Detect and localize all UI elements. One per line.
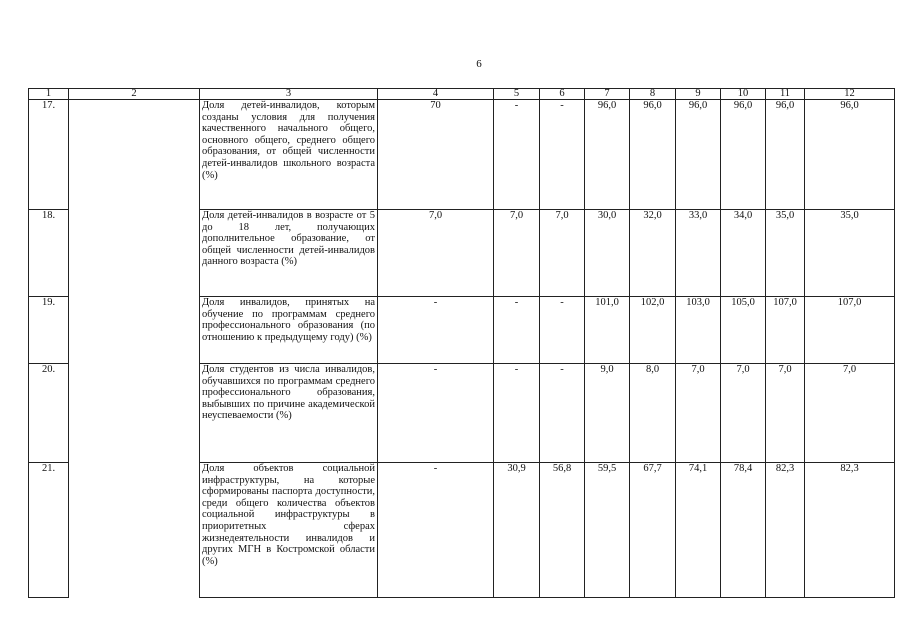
value-cell: 105,0 (721, 297, 766, 364)
value-cell: - (494, 100, 540, 210)
column-header: 1 (29, 89, 69, 100)
value-cell: 56,8 (540, 463, 585, 598)
column-number-row (29, 89, 895, 100)
value-cell: - (540, 100, 585, 210)
column-header: 11 (766, 89, 805, 100)
indicator-description: Доля детей-инвалидов, которым созданы условия для получения качественного начального общего, основного общего, среднего общего образования, от общей численности детей-инвалидов школьного возраста (%) (200, 100, 378, 210)
value-cell: 96,0 (585, 100, 630, 210)
value-cell: 96,0 (630, 100, 676, 210)
table-row (29, 463, 895, 598)
value-cell: 8,0 (630, 364, 676, 463)
value-cell: 7,0 (676, 364, 721, 463)
value-cell: 101,0 (585, 297, 630, 364)
page-number: 6 (476, 58, 482, 70)
row-number: 19. (29, 297, 69, 364)
empty-cell (69, 463, 200, 598)
indicator-description: Доля объектов социальной инфраструктуры, на которые сформированы паспорта доступности, среди общего количества объектов социальной инфраструктуры в приоритетных сферах жизнедеятельности инвалидов и других МГН в Костромской области (%) (200, 463, 378, 598)
value-cell: - (378, 364, 494, 463)
table-row (29, 100, 895, 210)
row-number: 21. (29, 463, 69, 598)
value-cell: 32,0 (630, 210, 676, 297)
value-cell: 7,0 (494, 210, 540, 297)
value-cell: 82,3 (805, 463, 895, 598)
value-cell: - (378, 463, 494, 598)
value-cell: - (494, 297, 540, 364)
value-cell: 78,4 (721, 463, 766, 598)
value-cell: 33,0 (676, 210, 721, 297)
value-cell: 35,0 (805, 210, 895, 297)
value-cell: 96,0 (721, 100, 766, 210)
value-cell: 30,0 (585, 210, 630, 297)
value-cell: 74,1 (676, 463, 721, 598)
row-number: 20. (29, 364, 69, 463)
value-cell: 7,0 (378, 210, 494, 297)
column-header: 9 (676, 89, 721, 100)
value-cell: 67,7 (630, 463, 676, 598)
value-cell: 35,0 (766, 210, 805, 297)
value-cell: 103,0 (676, 297, 721, 364)
value-cell: 70 (378, 100, 494, 210)
value-cell: - (540, 297, 585, 364)
value-cell: 59,5 (585, 463, 630, 598)
empty-cell (69, 210, 200, 297)
column-header: 3 (200, 89, 378, 100)
value-cell: 9,0 (585, 364, 630, 463)
value-cell: 96,0 (805, 100, 895, 210)
column-header: 2 (69, 89, 200, 100)
value-cell: - (540, 364, 585, 463)
value-cell: 107,0 (766, 297, 805, 364)
value-cell: 96,0 (676, 100, 721, 210)
column-header: 12 (805, 89, 895, 100)
value-cell: - (378, 297, 494, 364)
value-cell: 7,0 (805, 364, 895, 463)
value-cell: 7,0 (766, 364, 805, 463)
value-cell: 96,0 (766, 100, 805, 210)
indicator-description: Доля студентов из числа инвалидов, обучавшихся по программам среднего профессионального образования, выбывших по причине академической неуспеваемости (%) (200, 364, 378, 463)
value-cell: 34,0 (721, 210, 766, 297)
row-number: 18. (29, 210, 69, 297)
table-row (29, 297, 895, 364)
value-cell: - (494, 364, 540, 463)
column-header: 5 (494, 89, 540, 100)
column-header: 8 (630, 89, 676, 100)
row-number: 17. (29, 100, 69, 210)
value-cell: 30,9 (494, 463, 540, 598)
indicators-table (28, 88, 895, 598)
column-header: 6 (540, 89, 585, 100)
table-row (29, 364, 895, 463)
value-cell: 82,3 (766, 463, 805, 598)
value-cell: 7,0 (721, 364, 766, 463)
indicator-description: Доля детей-инвалидов в возрасте от 5 до 18 лет, получающих дополнительное образование, от общей численности детей-инвалидов данного возраста (%) (200, 210, 378, 297)
value-cell: 102,0 (630, 297, 676, 364)
empty-cell (69, 364, 200, 463)
column-header: 10 (721, 89, 766, 100)
empty-cell (69, 297, 200, 364)
column-header: 4 (378, 89, 494, 100)
value-cell: 107,0 (805, 297, 895, 364)
value-cell: 7,0 (540, 210, 585, 297)
table-row (29, 210, 895, 297)
column-header: 7 (585, 89, 630, 100)
indicator-description: Доля инвалидов, принятых на обучение по программам среднего профессионального образования (по отношению к предыдущему году) (%) (200, 297, 378, 364)
empty-cell (69, 100, 200, 210)
